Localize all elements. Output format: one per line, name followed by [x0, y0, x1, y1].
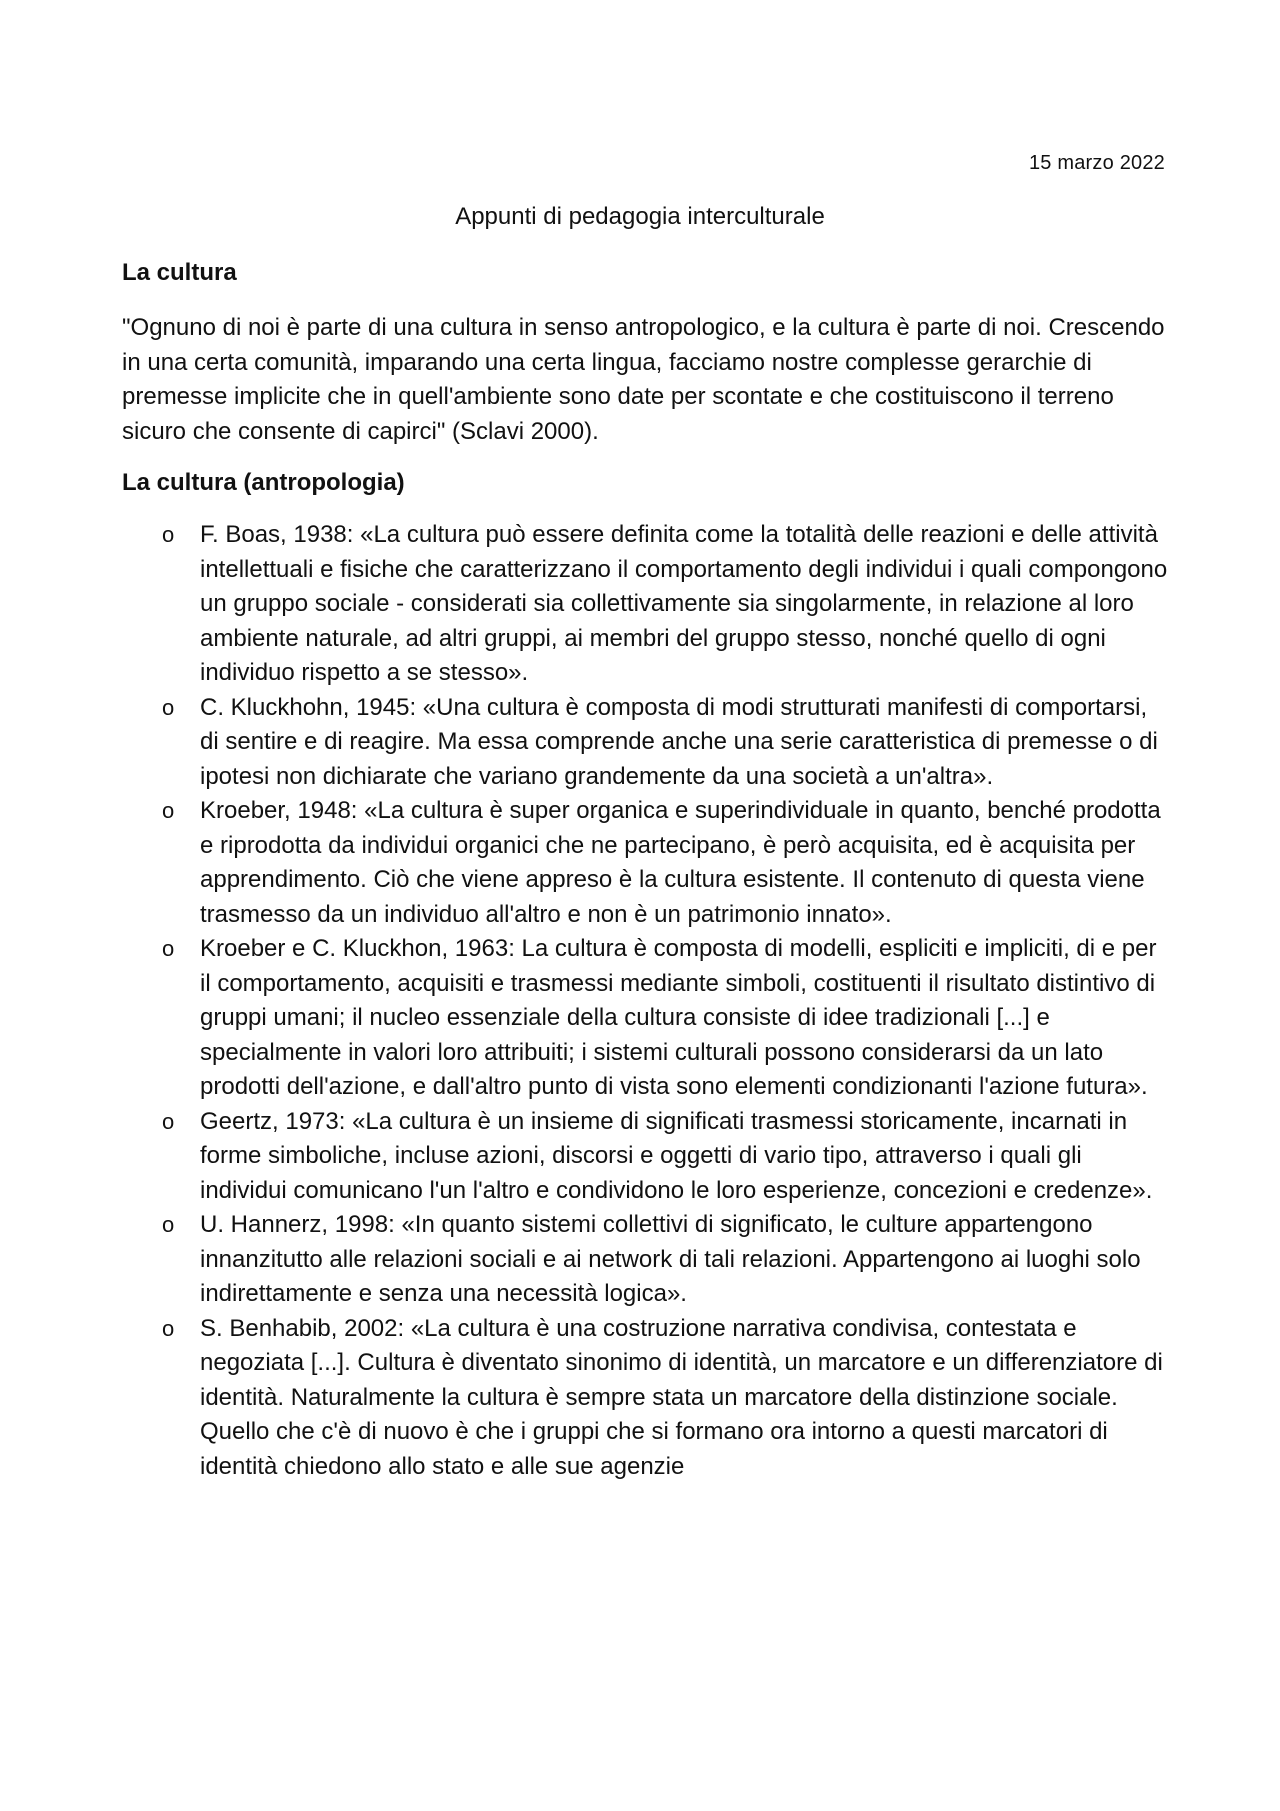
bullet-icon: o — [162, 694, 175, 720]
document-body — [122, 256, 1172, 1484]
document-date: 15 marzo 2022 — [1028, 152, 1165, 174]
definition-text-boas: F. Boas, 1938: «La cultura può essere definita come la totalità delle reazioni e delle attività intellettuali e fisiche che caratterizzano il comportamento degli individui i quali compongono un gruppo sociale - considerati sia collettivamente sia singolarmente, in relazione al loro ambiente naturale, ad altri gruppi, ai membri del gruppo stesso, nonché quello di ogni individuo rispetto a se stesso». — [200, 521, 1168, 686]
definition-text-geertz: Geertz, 1973: «La cultura è un insieme di significati trasmessi storicamente, incarnati in forme simboliche, incluse azioni, discorsi e oggetti di vario tipo, attraverso i quali gli individui comunicano l'un l'altro e condividono le loro esperienze, concezioni e credenze». — [200, 1107, 1153, 1204]
section-heading-anthropology: La cultura (antropologia) — [122, 469, 405, 496]
list-item — [122, 932, 1172, 1105]
list-item — [122, 691, 1172, 795]
definition-text-benhabib: S. Benhabib, 2002: «La cultura è una costruzione narrativa condivisa, contestata e negoziata [...]. Cultura è diventato sinonimo di identità, un marcatore e un differenziatore di identità. Naturalmente la cultura è sempre stata un marcatore della distinzione sociale. Quello che c'è di nuovo è che i gruppi che si formano ora intorno a questi marcatori di identità chiedono allo stato e alle sue agenzie — [200, 1314, 1163, 1480]
intro-quote-paragraph: "Ognuno di noi è parte di una cultura in senso antropologico, e la cultura è parte di noi. Crescendo in una certa comunità, imparando una certa lingua, facciamo nostre complesse gerarchie di premesse implicite che in quell'ambiente sono date per scontate e che costituiscono il terreno sicuro che consente di capirci" (Sclavi 2000). — [122, 314, 1165, 445]
bullet-icon: o — [162, 1108, 175, 1134]
list-item — [122, 1208, 1172, 1312]
list-item — [122, 794, 1172, 932]
bullet-icon: o — [162, 1315, 175, 1341]
list-item — [122, 1312, 1172, 1485]
definitions-list — [122, 518, 1172, 1484]
definition-text-kluckhohn: C. Kluckhohn, 1945: «Una cultura è composta di modi strutturati manifesti di comportarsi, di sentire e di reagire. Ma essa comprende anche una serie caratteristica di premesse o di ipotesi non dichiarate che variano grandemente da una società a un'altra». — [200, 693, 1158, 790]
list-item — [122, 1105, 1172, 1209]
bullet-icon: o — [162, 1212, 175, 1237]
definition-text-kroeber: Kroeber, 1948: «La cultura è super organica e superindividuale in quanto, benché prodotta e riprodotta da individui organici che ne partecipano, è però acquisita, ed è acquisita per apprendimento. Ciò che viene appreso è la cultura esistente. Il contenuto di questa viene trasmesso da un individuo all'altro e non è un patrimonio innato». — [200, 797, 1161, 928]
list-item — [122, 518, 1172, 691]
definition-text-hannerz: U. Hannerz, 1998: «In quanto sistemi collettivi di significato, le culture appartengono innanzitutto alle relazioni sociali e ai network di tali relazioni. Appartengono ai luoghi solo indirettamente e senza una necessità logica». — [200, 1211, 1141, 1307]
document-title: Appunti di pedagogia interculturale — [455, 203, 825, 230]
bullet-icon: o — [162, 936, 175, 961]
bullet-icon: o — [162, 798, 175, 823]
section-heading-culture: La cultura — [122, 259, 237, 286]
definition-text-kroeber-kluckhon: Kroeber e C. Kluckhon, 1963: La cultura è composta di modelli, espliciti e impliciti, di e per il comportamento, acquisiti e trasmessi mediante simboli, costituenti il risultato distintivo di gruppi umani; il nucleo essenziale della cultura consiste di idee tradizionali [...] e specialmente in valori loro attribuiti; i sistemi culturali possono considerarsi da un lato prodotti dell'azione, e dall'altro punto di vista sono elementi condizionanti l'azione futura». — [200, 935, 1157, 1100]
bullet-icon: o — [162, 522, 175, 547]
